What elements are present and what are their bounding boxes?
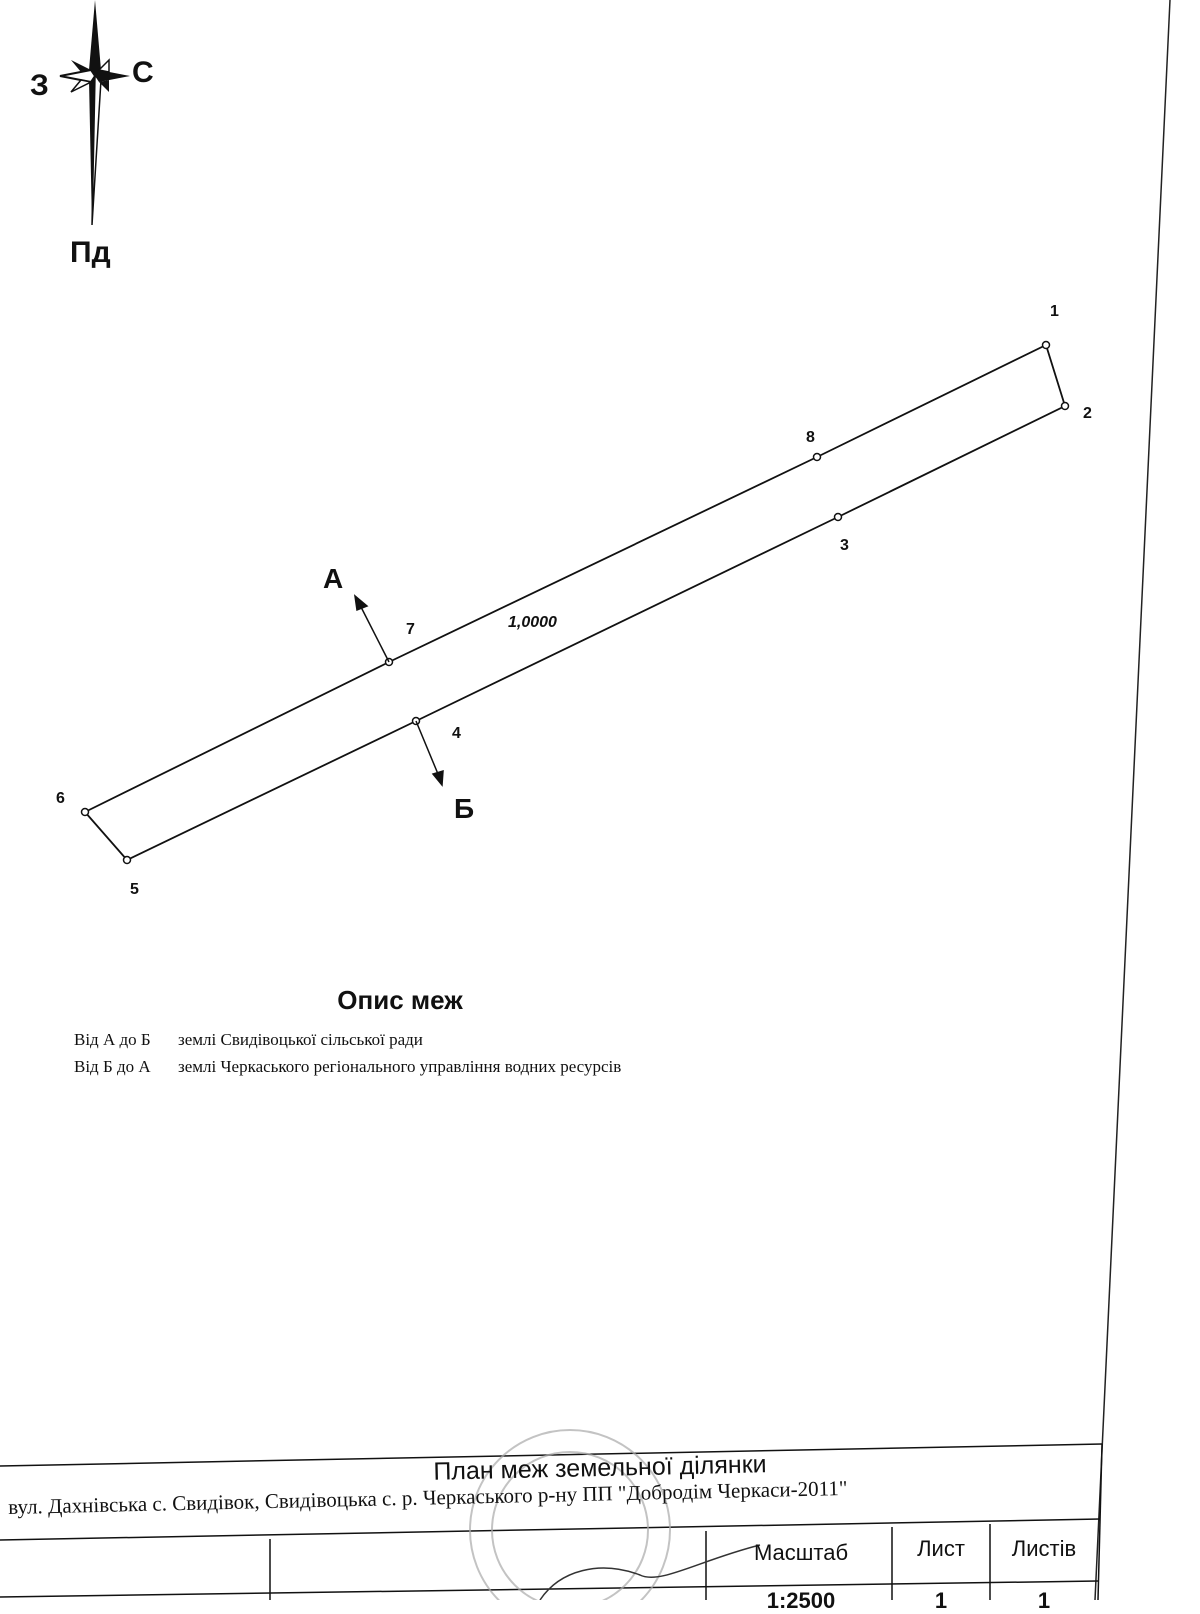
boundary-point-3: [835, 514, 842, 521]
point-label-6: 6: [56, 790, 65, 807]
point-label-8: 8: [806, 429, 815, 446]
boundary-description-title: Опис меж: [337, 985, 463, 1015]
page-edge-line: [1095, 0, 1170, 1600]
boundary-description-row: [74, 1057, 621, 1077]
compass-south-label: Пд: [70, 236, 111, 269]
scale-value: 1:2500: [766, 1588, 836, 1613]
compass-west-label: З: [30, 69, 49, 102]
point-label-2: 2: [1083, 405, 1092, 422]
point-label-1: 1: [1050, 303, 1059, 320]
boundary-point-5: [124, 857, 131, 864]
title-block-address: вул. Дахнівська с. Свидівок, Свидівоцька с. р. Черкаського р-ну ПП "Добродім Черкаси-2011": [8, 1475, 848, 1519]
sheet-value: 1: [934, 1588, 948, 1613]
boundary-point-2: [1062, 403, 1069, 410]
compass-north-label: С: [132, 56, 154, 89]
point-label-7: 7: [406, 621, 415, 638]
marker-a-label: А: [323, 563, 344, 594]
title-block-title: План меж земельної ділянки: [433, 1450, 767, 1486]
marker-a-arrow: [355, 596, 389, 662]
boundary-segment-key: Від Б до А: [74, 1057, 151, 1076]
area-label: 1,0000: [508, 614, 557, 631]
marker-b-arrow: [416, 721, 443, 785]
point-label-3: 3: [840, 537, 849, 554]
boundary-segment-key: Від А до Б: [74, 1030, 151, 1049]
boundary-segment-value: землі Черкаського регіонального управління водних ресурсів: [178, 1057, 622, 1076]
boundary-point-1: [1043, 342, 1050, 349]
point-label-4: 4: [452, 725, 461, 742]
scale-header: Масштаб: [753, 1540, 849, 1565]
boundary-point-6: [82, 809, 89, 816]
point-label-5: 5: [130, 881, 139, 898]
sheets-header: Листів: [1011, 1536, 1077, 1561]
boundary-points: [82, 342, 1069, 864]
boundary-segment-value: землі Свидівоцької сільської ради: [178, 1030, 423, 1049]
parcel-boundary: [85, 345, 1065, 860]
sheet-header: Лист: [917, 1536, 965, 1561]
boundary-point-8: [814, 454, 821, 461]
sheets-value: 1: [1037, 1588, 1051, 1613]
boundary-description-row: [74, 1030, 423, 1050]
marker-b-label: Б: [454, 793, 475, 824]
compass-rose-icon: [60, 0, 130, 225]
